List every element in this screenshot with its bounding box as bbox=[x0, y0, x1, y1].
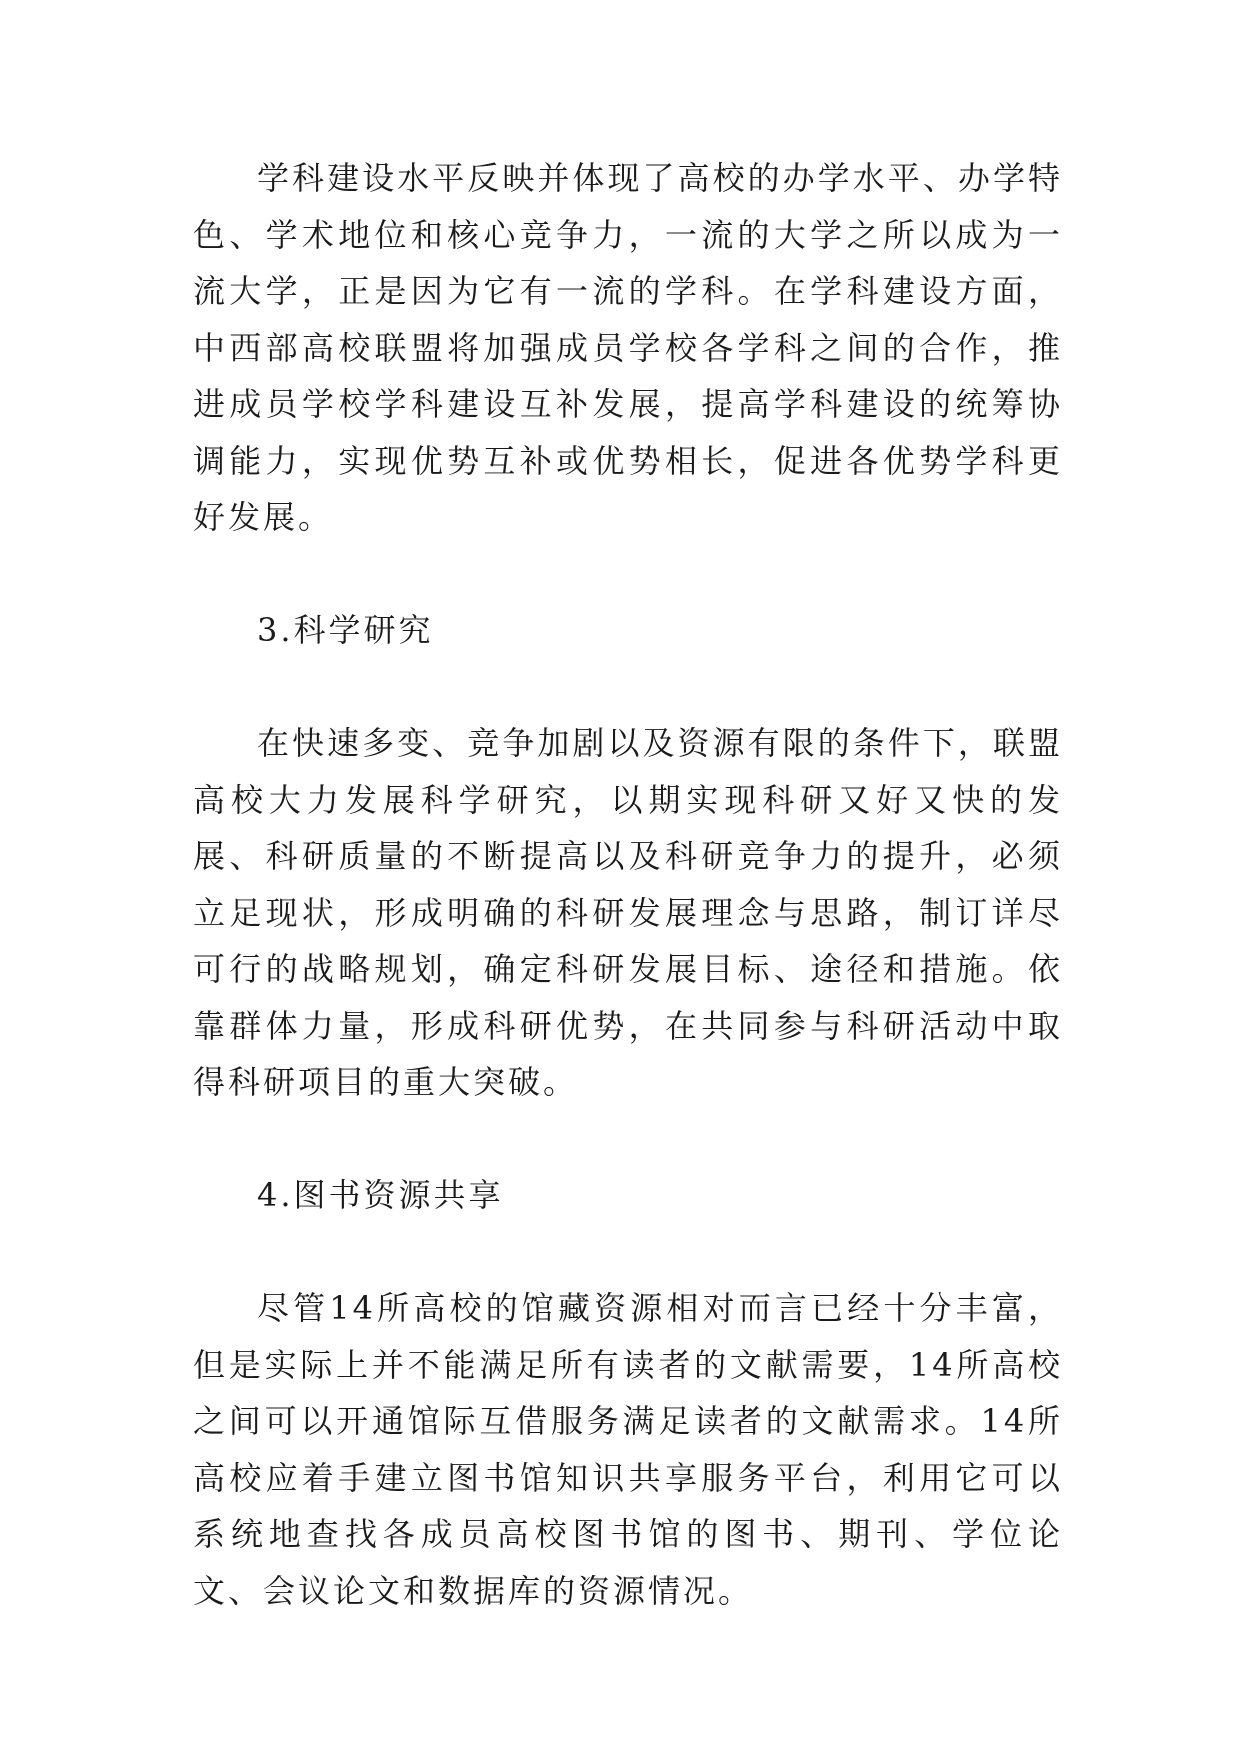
paragraph-spacer bbox=[193, 1111, 1063, 1168]
paragraph-spacer bbox=[193, 546, 1063, 603]
paragraph-discipline-construction: 学科建设水平反映并体现了高校的办学水平、办学特色、学术地位和核心竞争力，一流的大学之所以成为一流大学，正是因为它有一流的学科。在学科建设方面，中西部高校联盟将加强成员学校各学科之间的合作，推进成员学校学科建设互补发展，提高学科建设的统筹协调能力，实现优势互补或优势相长，促进各优势学科更好发展。 bbox=[193, 159, 1063, 536]
paragraph-library-sharing: 尽管14所高校的馆藏资源相对而言已经十分丰富，但是实际上并不能满足所有读者的文献需要，14所高校之间可以开通馆际互借服务满足读者的文献需求。14所高校应着手建立图书馆知识共享服务平台，利用它可以系统地查找各成员高校图书馆的图书、期刊、学位论文、会议论文和数据库的资源情况。 bbox=[193, 1289, 1063, 1610]
section-heading-library-sharing: 4.图书资源共享 bbox=[257, 1176, 504, 1214]
paragraph-spacer bbox=[193, 659, 1063, 716]
document-body bbox=[193, 150, 1063, 1619]
paragraph-spacer bbox=[193, 1224, 1063, 1281]
section-heading-scientific-research: 3.科学研究 bbox=[257, 611, 434, 649]
paragraph-scientific-research: 在快速多变、竞争加剧以及资源有限的条件下，联盟高校大力发展科学研究，以期实现科研又好又快的发展、科研质量的不断提高以及科研竞争力的提升，必须立足现状，形成明确的科研发展理念与思路，制订详尽可行的战略规划，确定科研发展目标、途径和措施。依靠群体力量，形成科研优势，在共同参与科研活动中取得科研项目的重大突破。 bbox=[193, 724, 1063, 1101]
